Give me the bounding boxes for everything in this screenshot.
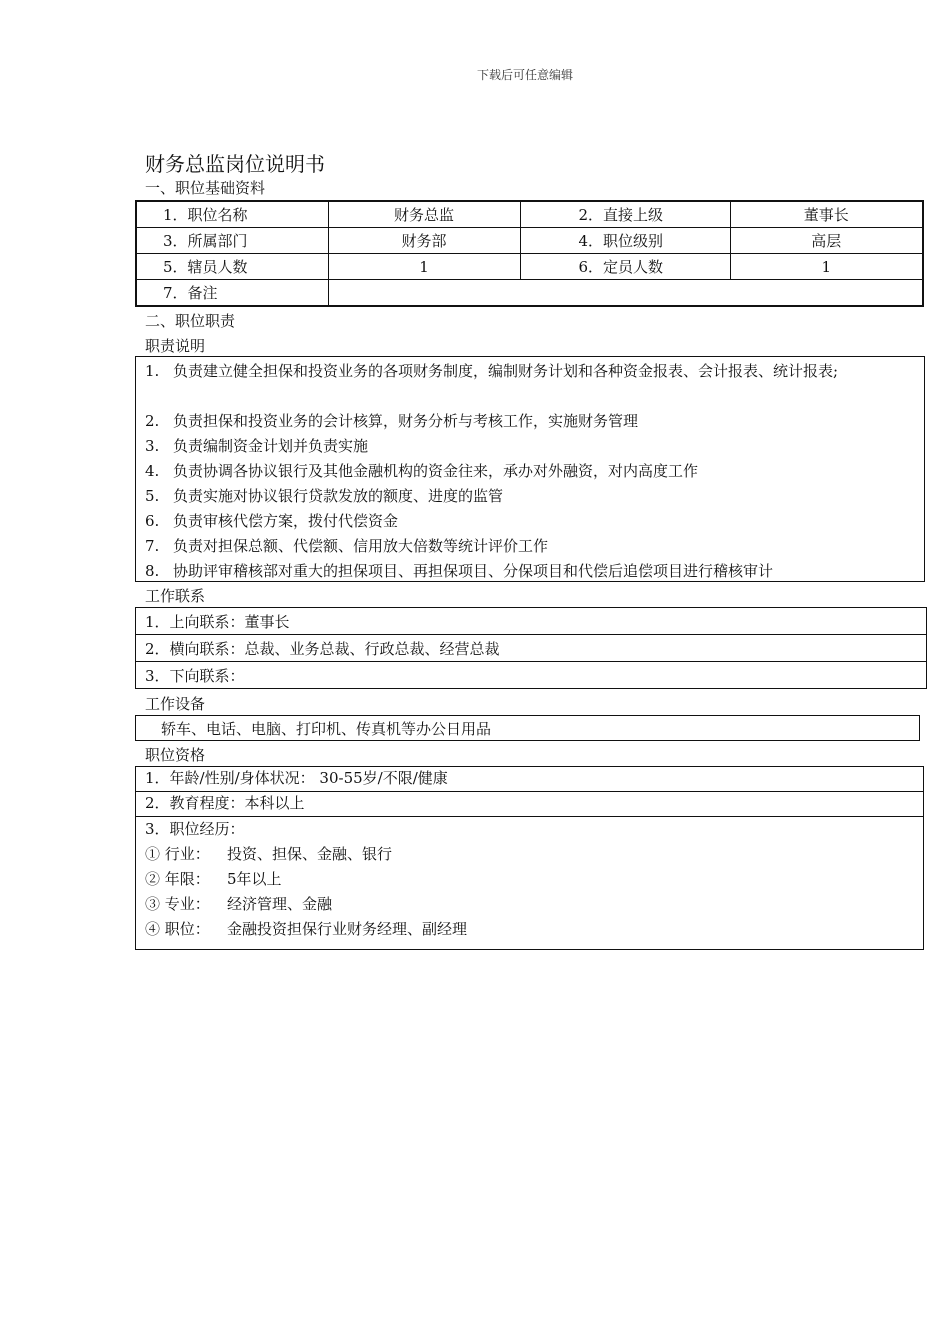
table-row (136, 817, 924, 950)
item-number: 5. (145, 487, 160, 505)
item-text: 负责协调各协议银行及其他金融机构的资金往来，承办对外融资，对内高度工作 (173, 462, 699, 480)
document-title: 财务总监岗位说明书 (145, 152, 325, 176)
item-number: 3. (145, 437, 160, 455)
list-item (145, 892, 923, 917)
qualifications-heading: 职位资格 (145, 746, 206, 764)
duties-box (135, 356, 925, 582)
field-label: 7．备注 (136, 280, 328, 307)
equipment-heading: 工作设备 (145, 695, 206, 713)
table-row (136, 280, 923, 307)
contact-lateral: 2．横向联系：总裁、业务总裁、行政总裁、经营总裁 (136, 635, 927, 662)
duties-subheading: 职责说明 (145, 337, 206, 355)
field-label: 4．职位级别 (520, 228, 730, 254)
field-value: 财务部 (328, 228, 520, 254)
contacts-heading: 工作联系 (145, 587, 206, 605)
item-text: 负责建立健全担保和投资业务的各项财务制度，编制财务计划和各种资金报表、会计报表、统计报表; (173, 362, 839, 380)
item-text: 负责担保和投资业务的会计核算，财务分析与考核工作，实施财务管理 (173, 412, 639, 430)
field-label: 2．直接上级 (520, 201, 730, 228)
section-duties-heading: 二、职位职责 (145, 312, 236, 330)
table-row (136, 635, 927, 662)
field-value: 财务总监 (328, 201, 520, 228)
exp-key: ① 行业： (145, 845, 210, 863)
qual-experience-cell (136, 817, 924, 950)
item-text: 负责审核代偿方案，拨付代偿资金 (173, 512, 399, 530)
table-row (136, 792, 924, 817)
field-label: 5．辖员人数 (136, 254, 328, 280)
list-item (145, 510, 398, 531)
exp-key: ④ 职位： (145, 920, 210, 938)
item-number: 4. (145, 462, 160, 480)
qual-education: 2．教育程度：本科以上 (136, 792, 924, 817)
experience-title: 3．职位经历： (145, 820, 245, 838)
list-item (145, 917, 923, 942)
item-number: 7. (145, 537, 160, 555)
table-row (136, 608, 927, 635)
table-row (136, 201, 923, 228)
field-label: 3．所属部门 (136, 228, 328, 254)
item-number: 1. (145, 362, 160, 380)
field-value (328, 280, 923, 307)
section-basic-info-heading: 一、职位基础资料 (145, 179, 266, 197)
item-text: 负责对担保总额、代偿额、信用放大倍数等统计评价工作 (173, 537, 549, 555)
list-item (145, 867, 923, 892)
list-item (145, 435, 368, 456)
exp-value: 5年以上 (227, 870, 282, 888)
list-item (145, 410, 638, 431)
contact-downward: 3．下向联系： (136, 662, 927, 689)
item-number: 8. (145, 562, 160, 580)
qualifications-table (135, 766, 924, 950)
field-value: 高层 (730, 228, 923, 254)
table-row (136, 662, 927, 689)
field-label: 1．职位名称 (136, 201, 328, 228)
basic-info-table (135, 200, 924, 307)
field-label: 6．定员人数 (520, 254, 730, 280)
equipment-text: 轿车、电话、电脑、打印机、传真机等办公日用品 (161, 720, 492, 738)
item-text: 负责编制资金计划并负责实施 (173, 437, 369, 455)
field-value: 1 (730, 254, 923, 280)
contact-upward: 1．上向联系：董事长 (136, 608, 927, 635)
item-text: 协助评审稽核部对重大的担保项目、再担保项目、分保项目和代偿后追偿项目进行稽核审计 (173, 562, 774, 580)
item-text: 负责实施对协议银行贷款发放的额度、进度的监管 (173, 487, 504, 505)
field-value: 1 (328, 254, 520, 280)
list-item (145, 460, 698, 481)
equipment-box (135, 715, 920, 741)
item-number: 2. (145, 412, 160, 430)
exp-key: ② 年限： (145, 870, 210, 888)
list-item (145, 560, 773, 581)
list-item (145, 485, 503, 506)
exp-value: 投资、担保、金融、银行 (227, 845, 393, 863)
field-value: 董事长 (730, 201, 923, 228)
exp-key: ③ 专业： (145, 895, 210, 913)
contacts-table (135, 607, 927, 689)
table-row (136, 228, 923, 254)
exp-value: 金融投资担保行业财务经理、副经理 (227, 920, 468, 938)
exp-value: 经济管理、金融 (227, 895, 333, 913)
item-number: 6. (145, 512, 160, 530)
table-row (136, 254, 923, 280)
table-row (136, 767, 924, 792)
qual-age: 1．年龄/性别/身体状况： 30-55岁/不限/健康 (136, 767, 924, 792)
header-note: 下载后可任意编辑 (476, 68, 573, 82)
list-item (145, 842, 923, 867)
list-item (145, 535, 548, 556)
list-item (145, 359, 915, 384)
